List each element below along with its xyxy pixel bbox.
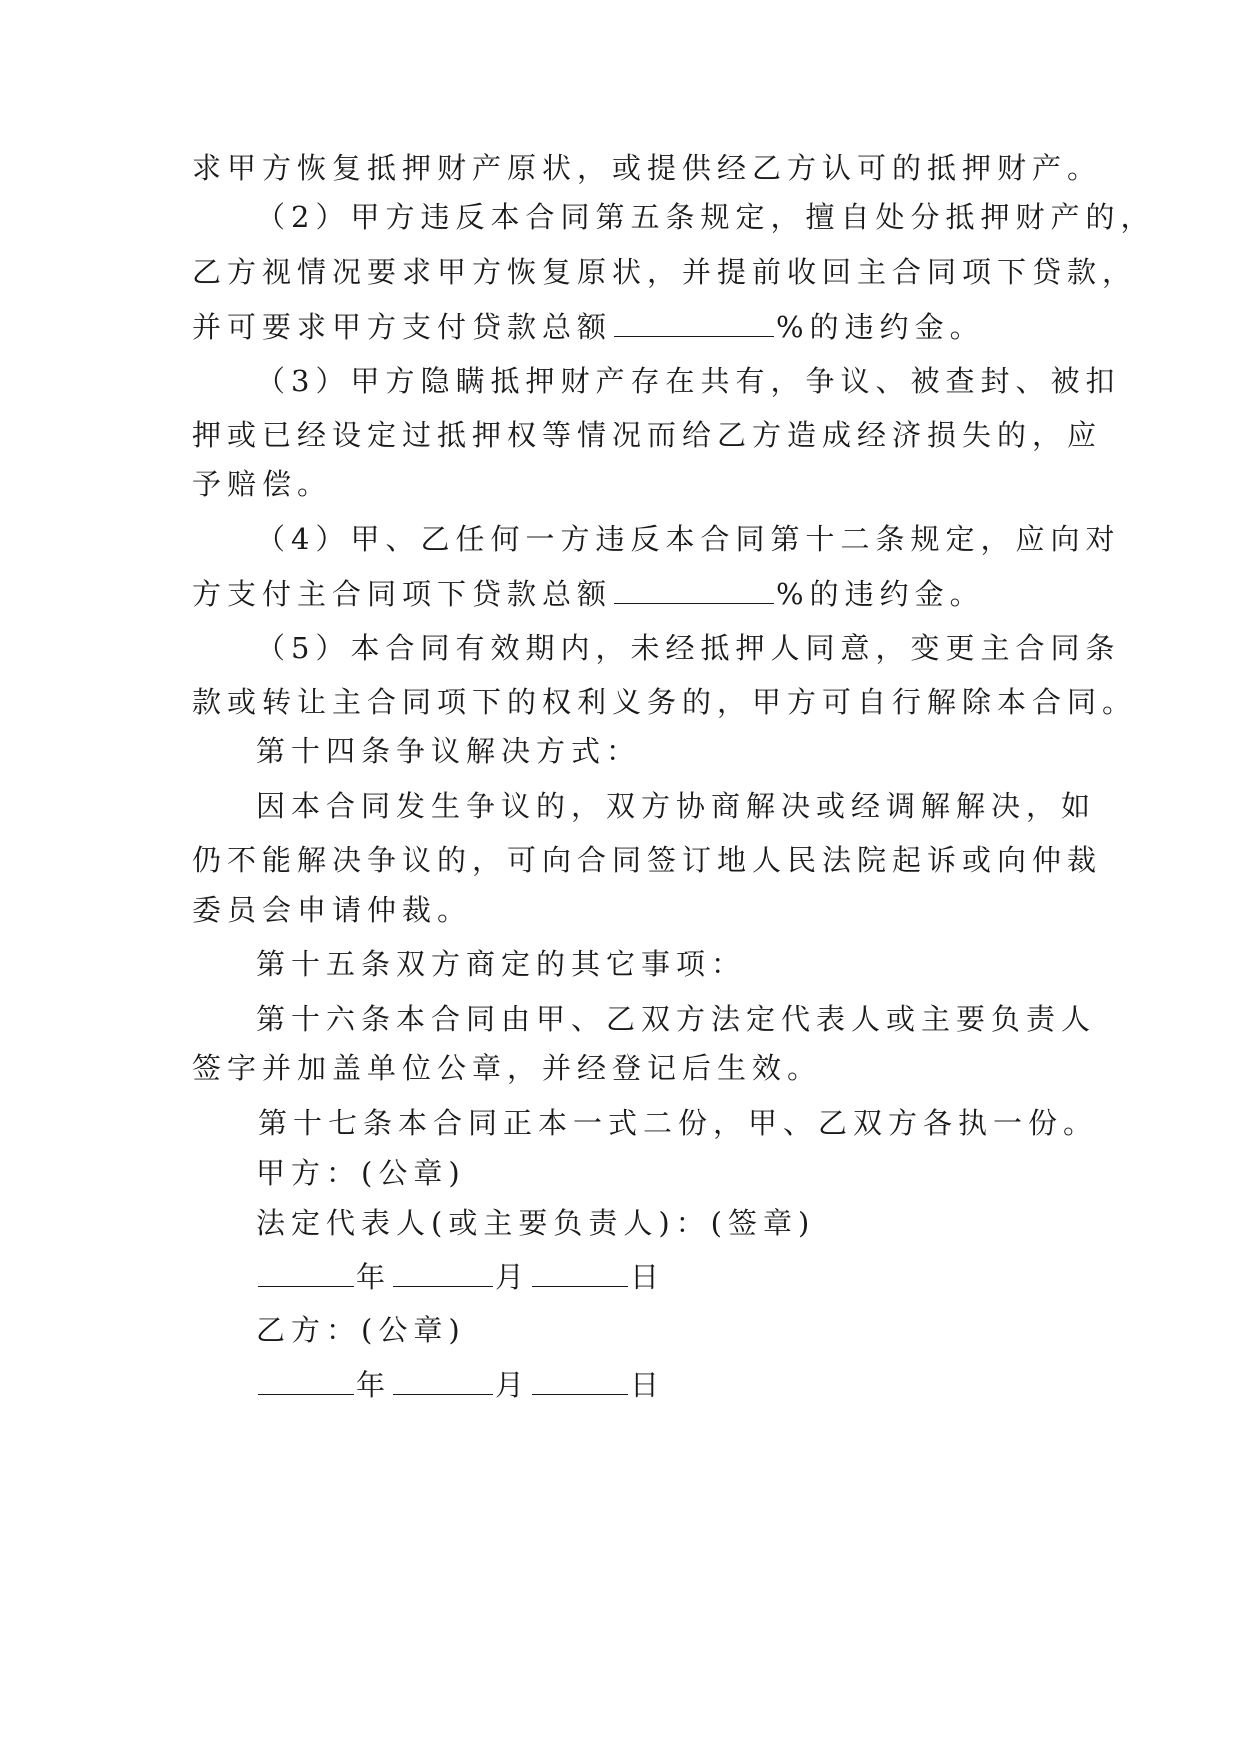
- paragraph-line: 签字并加盖单位公章，并经登记后生效。: [192, 1051, 823, 1085]
- month-blank: [393, 1256, 493, 1287]
- paragraph-line: 求甲方恢复抵押财产原状，或提供经乙方认可的抵押财产。: [192, 151, 1103, 185]
- paragraph-line: 因本合同发生争议的，双方协商解决或经调解解决，如: [256, 789, 1097, 823]
- year-blank: [258, 1256, 354, 1287]
- paragraph-line: 委员会申请仲裁。: [192, 893, 473, 927]
- year-label: 年: [356, 1368, 392, 1402]
- penalty-text-before: 方支付主合同项下贷款总额: [192, 577, 613, 611]
- paragraph-line: （4）甲、乙任何一方违反本合同第十二条规定，应向对: [256, 522, 1121, 556]
- day-blank: [532, 1364, 628, 1395]
- paragraph-line: （2）甲方违反本合同第五条规定，擅自处分抵押财产的，: [256, 200, 1156, 234]
- month-label: 月: [495, 1260, 531, 1294]
- paragraph-line: 押或已经设定过抵押权等情况而给乙方造成经济损失的，应: [192, 418, 1103, 452]
- year-label: 年: [356, 1260, 392, 1294]
- penalty-line: [192, 306, 985, 346]
- day-label: 日: [630, 1260, 666, 1294]
- penalty-rate-blank: [614, 306, 774, 337]
- party-b-seal-line: 乙方：(公章): [256, 1313, 466, 1347]
- year-blank: [258, 1364, 354, 1395]
- day-label: 日: [630, 1368, 666, 1402]
- section-heading: 第十四条争议解决方式：: [256, 734, 642, 768]
- date-line-party-a: [256, 1256, 665, 1296]
- date-line-party-b: [256, 1364, 665, 1404]
- month-blank: [393, 1364, 493, 1395]
- penalty-text-after: %的违约金。: [776, 577, 985, 611]
- paragraph-line: 仍不能解决争议的，可向合同签订地人民法院起诉或向仲裁: [192, 843, 1103, 877]
- legal-rep-signature-line: 法定代表人(或主要负责人)：(签章): [256, 1206, 816, 1240]
- paragraph-line: （3）甲方隐瞒抵押财产存在共有，争议、被查封、被扣: [256, 364, 1121, 398]
- paragraph-line: 第十七条本合同正本一式二份，甲、乙双方各执一份。: [258, 1106, 1099, 1140]
- paragraph-line: 乙方视情况要求甲方恢复原状，并提前收回主合同项下贷款，: [192, 255, 1138, 289]
- party-a-seal-line: 甲方：(公章): [256, 1156, 466, 1190]
- penalty-line: [192, 573, 985, 613]
- section-heading: 第十五条双方商定的其它事项：: [256, 947, 747, 981]
- month-label: 月: [495, 1368, 531, 1402]
- day-blank: [532, 1256, 628, 1287]
- paragraph-line: 第十六条本合同由甲、乙双方法定代表人或主要负责人: [256, 1002, 1097, 1036]
- paragraph-line: （5）本合同有效期内，未经抵押人同意，变更主合同条: [256, 631, 1121, 665]
- penalty-text-after: %的违约金。: [776, 310, 985, 344]
- penalty-text-before: 并可要求甲方支付贷款总额: [192, 310, 613, 344]
- penalty-rate-blank: [614, 573, 774, 604]
- paragraph-line: 款或转让主合同项下的权利义务的，甲方可自行解除本合同。: [192, 685, 1138, 719]
- paragraph-line: 予赔偿。: [192, 467, 333, 501]
